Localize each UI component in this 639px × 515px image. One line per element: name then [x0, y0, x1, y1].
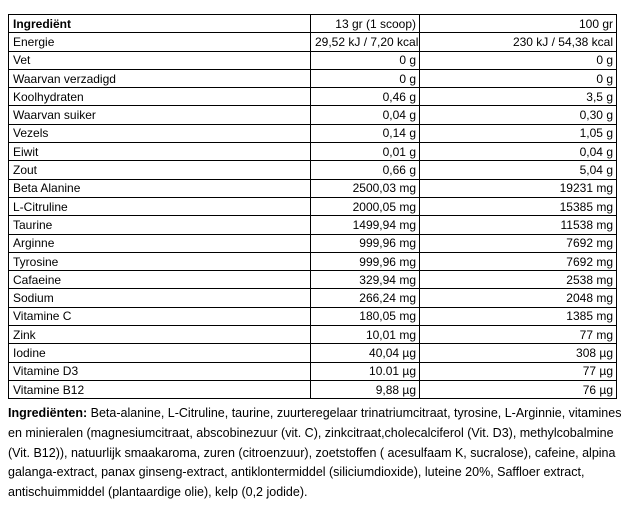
- table-row: [9, 197, 617, 215]
- nutrient-name: Eiwit: [9, 143, 311, 161]
- value-per-serving: 0,01 g: [311, 143, 420, 161]
- value-per-serving: 999,96 mg: [311, 252, 420, 270]
- value-per-100: 11538 mg: [420, 216, 617, 234]
- table-row: [9, 307, 617, 325]
- nutrient-name: Waarvan suiker: [9, 106, 311, 124]
- table-row: [9, 88, 617, 106]
- value-per-100: 3,5 g: [420, 88, 617, 106]
- value-per-100: 1385 mg: [420, 307, 617, 325]
- nutrient-name: Iodine: [9, 344, 311, 362]
- header-per-serving: 13 gr (1 scoop): [311, 15, 420, 33]
- table-header-row: [9, 15, 617, 33]
- table-row: [9, 216, 617, 234]
- value-per-100: 76 µg: [420, 380, 617, 398]
- value-per-100: 77 µg: [420, 362, 617, 380]
- table-row: [9, 271, 617, 289]
- table-row: [9, 289, 617, 307]
- value-per-serving: 329,94 mg: [311, 271, 420, 289]
- value-per-serving: 2000,05 mg: [311, 197, 420, 215]
- value-per-100: 2538 mg: [420, 271, 617, 289]
- table-row: [9, 326, 617, 344]
- table-row: [9, 380, 617, 398]
- nutrient-name: Vezels: [9, 124, 311, 142]
- table-row: [9, 33, 617, 51]
- header-per-100: 100 gr: [420, 15, 617, 33]
- table-row: [9, 362, 617, 380]
- nutrient-name: Beta Alanine: [9, 179, 311, 197]
- value-per-serving: 10.01 µg: [311, 362, 420, 380]
- value-per-serving: 29,52 kJ / 7,20 kcal: [311, 33, 420, 51]
- value-per-100: 0,04 g: [420, 143, 617, 161]
- value-per-serving: 1499,94 mg: [311, 216, 420, 234]
- value-per-serving: 266,24 mg: [311, 289, 420, 307]
- nutrient-name: Zout: [9, 161, 311, 179]
- value-per-serving: 0 g: [311, 51, 420, 69]
- value-per-serving: 0,14 g: [311, 124, 420, 142]
- nutrient-name: Taurine: [9, 216, 311, 234]
- value-per-100: 5,04 g: [420, 161, 617, 179]
- value-per-serving: 9,88 µg: [311, 380, 420, 398]
- nutrition-table-body: [9, 15, 617, 399]
- value-per-serving: 0,66 g: [311, 161, 420, 179]
- nutrient-name: Vitamine B12: [9, 380, 311, 398]
- value-per-serving: 0,04 g: [311, 106, 420, 124]
- table-row: [9, 124, 617, 142]
- header-ingredient: Ingrediënt: [9, 15, 311, 33]
- value-per-100: 7692 mg: [420, 234, 617, 252]
- value-per-100: 1,05 g: [420, 124, 617, 142]
- table-row: [9, 234, 617, 252]
- table-row: [9, 179, 617, 197]
- nutrient-name: Koolhydraten: [9, 88, 311, 106]
- nutrient-name: Waarvan verzadigd: [9, 69, 311, 87]
- value-per-serving: 40,04 µg: [311, 344, 420, 362]
- nutrient-name: Arginne: [9, 234, 311, 252]
- value-per-100: 77 mg: [420, 326, 617, 344]
- nutrient-name: Cafaeine: [9, 271, 311, 289]
- nutrient-name: Sodium: [9, 289, 311, 307]
- value-per-100: 230 kJ / 54,38 kcal: [420, 33, 617, 51]
- value-per-serving: 180,05 mg: [311, 307, 420, 325]
- ingredients-paragraph: [8, 404, 624, 503]
- table-row: [9, 51, 617, 69]
- value-per-100: 0,30 g: [420, 106, 617, 124]
- value-per-100: 7692 mg: [420, 252, 617, 270]
- nutrition-table: [8, 14, 617, 399]
- value-per-100: 308 µg: [420, 344, 617, 362]
- value-per-100: 15385 mg: [420, 197, 617, 215]
- nutrient-name: L-Citruline: [9, 197, 311, 215]
- nutrient-name: Vitamine C: [9, 307, 311, 325]
- nutrient-name: Vitamine D3: [9, 362, 311, 380]
- table-row: [9, 106, 617, 124]
- table-row: [9, 161, 617, 179]
- value-per-100: 2048 mg: [420, 289, 617, 307]
- value-per-serving: 0 g: [311, 69, 420, 87]
- table-row: [9, 252, 617, 270]
- ingredients-text: Beta-alanine, L-Citruline, taurine, zuurteregelaar trinatriumcitraat, tyrosine, L-Arginnie, vitamines en minieralen (magnesiumcitraat, abscobinezuur (vit. C), zinkcitraat,cholecalciferol (Vit. D3), methylcobalmine (Vit. B12)), natuurlijk smaakaroma, zuren (citroenzuur), zoetstoffen ( acesulfaam K, sucralose), cafeine, alpina galanga-extract, panax ginseng-extract, antiklontermiddel (siliciumdioxide), luteine 20%, Saffloer extract, antischuimmiddel (plantaardige olie), kelp (0,2 jodide).: [8, 406, 622, 500]
- value-per-100: 0 g: [420, 69, 617, 87]
- value-per-100: 19231 mg: [420, 179, 617, 197]
- nutrient-name: Energie: [9, 33, 311, 51]
- nutrient-name: Vet: [9, 51, 311, 69]
- table-row: [9, 344, 617, 362]
- value-per-serving: 999,96 mg: [311, 234, 420, 252]
- ingredients-label: Ingrediënten:: [8, 406, 88, 420]
- value-per-100: 0 g: [420, 51, 617, 69]
- table-row: [9, 143, 617, 161]
- nutrient-name: Zink: [9, 326, 311, 344]
- table-row: [9, 69, 617, 87]
- nutrient-name: Tyrosine: [9, 252, 311, 270]
- value-per-serving: 2500,03 mg: [311, 179, 420, 197]
- value-per-serving: 10,01 mg: [311, 326, 420, 344]
- value-per-serving: 0,46 g: [311, 88, 420, 106]
